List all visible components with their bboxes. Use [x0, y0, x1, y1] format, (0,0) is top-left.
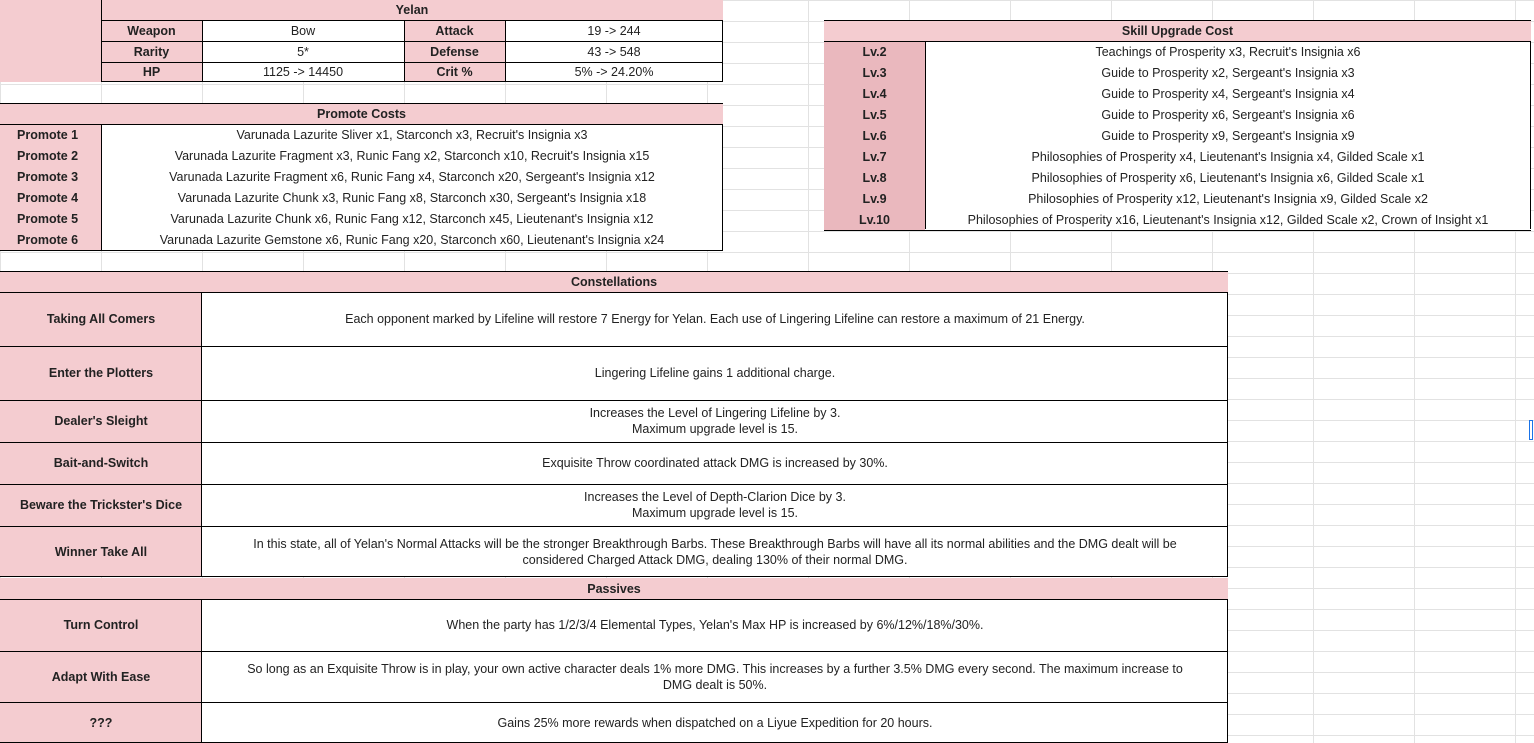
defense-value-cell[interactable]	[505, 41, 723, 62]
grid-line	[202, 20, 203, 82]
passives-header[interactable]	[0, 578, 1228, 599]
constellations-name-cell[interactable]	[0, 400, 202, 442]
skill-cost-cell[interactable]	[925, 83, 1531, 104]
skill-level-cell[interactable]	[824, 41, 925, 62]
skill-level-cell[interactable]	[824, 146, 925, 167]
skill-level: Lv.7	[862, 149, 887, 164]
crit-label-cell[interactable]	[404, 62, 505, 82]
passives-name: Turn Control	[63, 618, 139, 632]
promote-costs-title: Promote Costs	[317, 106, 406, 121]
constellations-desc-cell[interactable]	[202, 346, 1228, 400]
skill-cost: Philosophies of Prosperity x4, Lieutenant's Insignia x4, Gilded Scale x1	[1031, 149, 1425, 164]
constellations-title: Constellations	[570, 274, 658, 289]
promote-label: Promote 3	[17, 169, 79, 184]
skill-upgrade-header[interactable]	[824, 20, 1531, 41]
promote-label-cell[interactable]	[0, 166, 101, 187]
passives-desc-line: So long as an Exquisite Throw is in play, your own active character deals 1% more DMG. This increases by a further 3.5% DMG every second. The maximum increase to	[247, 661, 1183, 676]
constellations-desc-line: Maximum upgrade level is 15.	[631, 422, 799, 436]
skill-level-cell[interactable]	[824, 62, 925, 83]
skill-level: Lv.10	[858, 212, 891, 227]
grid-line	[101, 20, 723, 21]
constellations-desc: Each opponent marked by Lifeline will restore 7 Energy for Yelan. Each use of Lingering Lifeline can restore a maximum of 21 Energy.	[345, 312, 1085, 326]
attack-value: 19 -> 244	[587, 23, 641, 38]
character-name: Yelan	[395, 3, 429, 17]
skill-cost: Guide to Prosperity x9, Sergeant's Insignia x9	[1101, 128, 1355, 143]
skill-cost: Guide to Prosperity x2, Sergeant's Insignia x3	[1101, 65, 1355, 80]
crit-value: 5% -> 24.20%	[574, 65, 654, 79]
promote-costs-header[interactable]	[0, 103, 723, 124]
grid-line	[1530, 41, 1531, 229]
grid-line	[824, 20, 1531, 21]
promote-label: Promote 1	[17, 127, 79, 142]
passives-title: Passives	[587, 581, 641, 596]
skill-level: Lv.5	[862, 107, 887, 122]
constellations-desc-line: In this state, all of Yelan's Normal Attacks will be the stronger Breakthrough Barbs. These Breakthrough Barbs will have all its normal abilities and the DMG dealt will be	[253, 536, 1177, 551]
skill-cost-cell[interactable]	[925, 125, 1531, 146]
promote-label: Promote 4	[17, 190, 79, 205]
grid-line	[0, 484, 1228, 485]
grid-line	[824, 41, 1531, 42]
constellations-name: Beware the Trickster's Dice	[19, 498, 183, 512]
character-name-cell[interactable]	[101, 0, 723, 20]
promote-cost: Varunada Lazurite Gemstone x6, Runic Fang x20, Starconch x60, Lieutenant's Insignia x24	[159, 232, 665, 247]
skill-cost-cell[interactable]	[925, 104, 1531, 125]
passives-name: Adapt With Ease	[51, 669, 151, 684]
skill-level-cell[interactable]	[824, 104, 925, 125]
defense-label-cell[interactable]	[404, 41, 505, 62]
promote-label-cell[interactable]	[0, 145, 101, 166]
passives-desc-line: DMG dealt is 50%.	[662, 677, 768, 692]
attack-label: Attack	[435, 23, 474, 38]
promote-cost-cell[interactable]	[101, 145, 723, 166]
grid-line	[101, 41, 723, 42]
grid-line	[1227, 292, 1228, 577]
grid-line	[0, 292, 1228, 293]
rarity-value-cell[interactable]	[202, 41, 404, 62]
grid-line	[101, 124, 102, 250]
grid-line	[0, 250, 723, 251]
grid-line	[0, 400, 1228, 401]
constellations-name-cell[interactable]	[0, 346, 202, 400]
skill-cost: Guide to Prosperity x6, Sergeant's Insignia x6	[1101, 107, 1355, 122]
passives-desc-cell[interactable]	[202, 651, 1228, 702]
constellations-header[interactable]	[0, 271, 1228, 292]
skill-cost: Philosophies of Prosperity x12, Lieutenant's Insignia x9, Gilded Scale x2	[1028, 191, 1428, 206]
weapon-value-cell[interactable]	[202, 20, 404, 41]
attack-value-cell[interactable]	[505, 20, 723, 41]
grid-line	[0, 599, 1228, 600]
promote-label: Promote 5	[17, 211, 79, 226]
defense-label: Defense	[430, 44, 479, 59]
grid-line	[201, 292, 202, 577]
skill-cost: Philosophies of Prosperity x16, Lieutenant's Insignia x12, Gilded Scale x2, Crown of Insight x1	[967, 212, 1489, 227]
rarity-label: Rarity	[133, 44, 170, 59]
skill-upgrade-title: Skill Upgrade Cost	[1121, 23, 1234, 38]
constellations-name-cell[interactable]	[0, 526, 202, 577]
promote-label: Promote 6	[17, 232, 79, 247]
grid-line	[505, 20, 506, 82]
promote-cost: Varunada Lazurite Fragment x3, Runic Fang x2, Starconch x10, Recruit's Insignia x15	[174, 148, 650, 163]
promote-cost-cell[interactable]	[101, 166, 723, 187]
promote-cost: Varunada Lazurite Chunk x3, Runic Fang x8, Starconch x30, Sergeant's Insignia x18	[177, 190, 647, 205]
grid-line	[0, 346, 1228, 347]
grid-line	[101, 81, 723, 82]
constellations-name: Winner Take All	[54, 544, 148, 559]
constellations-name: Bait-and-Switch	[53, 456, 149, 470]
character-portrait-cell[interactable]	[0, 0, 101, 82]
promote-cost-cell[interactable]	[101, 208, 723, 229]
rarity-label-cell[interactable]	[101, 41, 202, 62]
rarity-value: 5*	[297, 44, 309, 59]
skill-level: Lv.2	[862, 44, 887, 59]
constellations-name: Dealer's Sleight	[54, 414, 148, 428]
skill-level-cell[interactable]	[824, 167, 925, 188]
grid-line	[824, 230, 1531, 231]
constellations-name-cell[interactable]	[0, 292, 202, 346]
constellations-name: Enter the Plotters	[48, 366, 154, 380]
grid-line	[0, 103, 723, 104]
skill-level: Lv.8	[862, 170, 887, 185]
grid-line	[722, 124, 723, 250]
constellations-name-cell[interactable]	[0, 484, 202, 526]
hp-value: 1125 -> 14450	[262, 65, 344, 79]
constellations-desc-cell[interactable]	[202, 292, 1228, 346]
skill-cost-cell[interactable]	[925, 62, 1531, 83]
promote-cost-cell[interactable]	[101, 187, 723, 208]
defense-value: 43 -> 548	[587, 44, 641, 59]
skill-level-cell[interactable]	[824, 188, 925, 209]
skill-cost: Guide to Prosperity x4, Sergeant's Insignia x4	[1101, 86, 1355, 101]
promote-label-cell[interactable]	[0, 124, 101, 145]
constellations-desc-line: considered Charged Attack DMG, dealing 130% of their normal DMG.	[522, 552, 908, 567]
constellations-name-cell[interactable]	[0, 442, 202, 484]
constellations-desc-cell[interactable]	[202, 442, 1228, 484]
skill-cost: Teachings of Prosperity x3, Recruit's Insignia x6	[1095, 44, 1361, 59]
promote-cost-cell[interactable]	[101, 229, 723, 250]
constellations-desc: Exquisite Throw coordinated attack DMG is increased by 30%.	[542, 456, 888, 470]
constellations-name: Taking All Comers	[46, 312, 156, 326]
skill-level: Lv.9	[862, 191, 887, 206]
constellations-desc-cell[interactable]	[202, 484, 1228, 526]
grid-line	[0, 442, 1228, 443]
grid-line	[0, 271, 1228, 272]
constellations-desc-cell[interactable]	[202, 400, 1228, 442]
grid-line	[0, 702, 1228, 703]
weapon-label-cell[interactable]	[101, 20, 202, 41]
selection-handle[interactable]	[1529, 420, 1533, 440]
weapon-value: Bow	[290, 23, 316, 38]
passives-name-cell[interactable]	[0, 651, 202, 702]
hp-value-cell[interactable]	[202, 62, 404, 82]
grid-line	[404, 20, 405, 82]
skill-cost-cell[interactable]	[925, 41, 1531, 62]
skill-cost: Philosophies of Prosperity x6, Lieutenant's Insignia x6, Gilded Scale x1	[1031, 170, 1425, 185]
skill-cost-cell[interactable]	[925, 167, 1531, 188]
passives-desc: When the party has 1/2/3/4 Elemental Types, Yelan's Max HP is increased by 6%/12%/18%/30%.	[446, 618, 984, 632]
passives-desc-cell[interactable]	[202, 599, 1228, 651]
skill-cost-cell[interactable]	[925, 188, 1531, 209]
constellations-desc-line: Increases the Level of Lingering Lifeline by 3.	[589, 406, 841, 420]
grid-line	[925, 41, 926, 229]
promote-cost: Varunada Lazurite Fragment x6, Runic Fang x4, Starconch x20, Sergeant's Insignia x12	[169, 169, 655, 184]
skill-level: Lv.3	[862, 65, 887, 80]
passives-name: ???	[89, 715, 113, 730]
attack-label-cell[interactable]	[404, 20, 505, 41]
skill-cost-cell[interactable]	[925, 146, 1531, 167]
skill-level: Lv.6	[862, 128, 887, 143]
grid-line	[722, 20, 723, 82]
crit-value-cell[interactable]	[505, 62, 723, 82]
grid-line	[101, 62, 723, 63]
grid-line	[0, 526, 1228, 527]
grid-line	[0, 124, 723, 125]
constellations-desc-line: Maximum upgrade level is 15.	[631, 506, 799, 520]
skill-level-cell[interactable]	[824, 209, 925, 230]
skill-level: Lv.4	[862, 86, 887, 101]
passives-name-cell[interactable]	[0, 599, 202, 651]
constellations-desc-cell[interactable]	[202, 526, 1228, 577]
promote-cost: Varunada Lazurite Chunk x6, Runic Fang x12, Starconch x45, Lieutenant's Insignia x12	[170, 211, 654, 226]
promote-label-cell[interactable]	[0, 208, 101, 229]
promote-cost-cell[interactable]	[101, 124, 723, 145]
promote-cost: Varunada Lazurite Sliver x1, Starconch x3, Recruit's Insignia x3	[236, 127, 588, 142]
grid-line	[201, 599, 202, 743]
constellations-desc: Lingering Lifeline gains 1 additional charge.	[594, 366, 836, 380]
passives-desc-cell[interactable]	[202, 702, 1228, 743]
hp-label: HP	[142, 65, 161, 79]
skill-level-cell[interactable]	[824, 83, 925, 104]
passives-name-cell[interactable]	[0, 702, 202, 743]
grid-line	[1227, 599, 1228, 743]
constellations-desc-line: Increases the Level of Depth-Clarion Dice by 3.	[584, 490, 846, 504]
skill-cost-cell[interactable]	[925, 209, 1531, 230]
grid-line	[0, 576, 1228, 577]
promote-label-cell[interactable]	[0, 187, 101, 208]
promote-label: Promote 2	[17, 148, 79, 163]
promote-label-cell[interactable]	[0, 229, 101, 250]
skill-level-cell[interactable]	[824, 125, 925, 146]
grid-line	[0, 651, 1228, 652]
hp-label-cell[interactable]	[101, 62, 202, 82]
weapon-label: Weapon	[127, 23, 176, 38]
crit-label: Crit %	[436, 65, 473, 79]
passives-desc: Gains 25% more rewards when dispatched on a Liyue Expedition for 20 hours.	[497, 715, 933, 730]
